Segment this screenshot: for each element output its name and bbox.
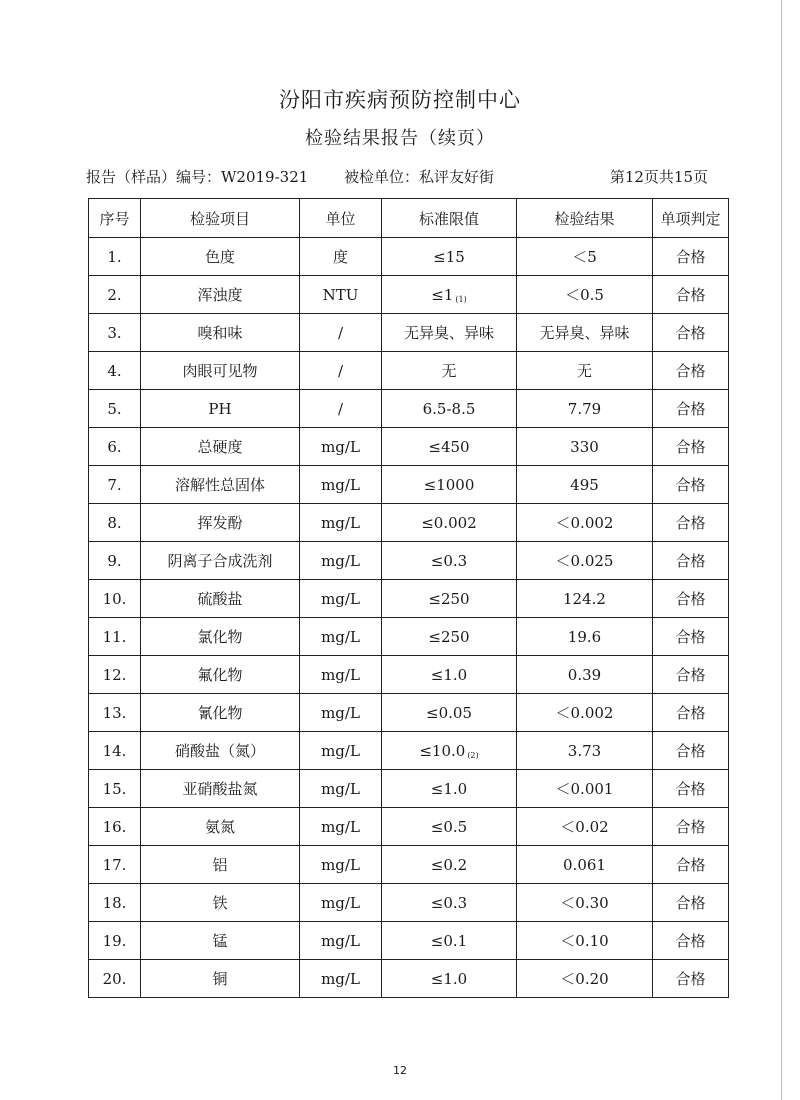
cell-limit-text: 无 [441, 362, 457, 380]
cell-judgment [653, 618, 729, 656]
results-table [88, 198, 729, 998]
cell-unit-text: / [337, 361, 344, 380]
cell-seq [89, 808, 141, 846]
cell-judgment [653, 352, 729, 390]
cell-unit [300, 770, 382, 808]
cell-limit [382, 808, 517, 846]
cell-judgment-text: 合格 [675, 628, 706, 646]
cell-item [141, 770, 300, 808]
cell-result [517, 694, 653, 732]
cell-unit-text: mg/L [321, 513, 360, 532]
cell-unit-text: mg/L [321, 855, 360, 874]
cell-judgment [653, 504, 729, 542]
cell-result [517, 542, 653, 580]
cell-judgment [653, 428, 729, 466]
cell-unit-text: mg/L [321, 703, 360, 722]
cell-unit-text: mg/L [321, 665, 360, 684]
cell-judgment [653, 884, 729, 922]
cell-unit-text: 度 [332, 248, 348, 266]
cell-limit-text: ≤0.3 [430, 551, 468, 570]
cell-result-text: ＜0.001 [555, 780, 614, 798]
cell-result [517, 770, 653, 808]
cell-seq-text: 20. [102, 969, 127, 988]
cell-result-text: 19.6 [567, 627, 602, 646]
cell-result-text: 3.73 [567, 741, 602, 760]
cell-result [517, 238, 653, 276]
cell-item [141, 238, 300, 276]
cell-seq [89, 352, 141, 390]
cell-seq [89, 694, 141, 732]
cell-judgment [653, 580, 729, 618]
cell-limit [382, 960, 517, 998]
cell-item [141, 922, 300, 960]
cell-result [517, 618, 653, 656]
cell-unit-text: mg/L [321, 817, 360, 836]
cell-limit-text: ≤10.0 [419, 741, 466, 760]
cell-result-text: ＜0.02 [560, 818, 609, 836]
cell-seq-text: 18. [102, 893, 127, 912]
header-item: 检验项目 [141, 199, 300, 238]
header-judgment: 单项判定 [653, 199, 729, 238]
inspected-unit: 被检单位：私评友好街 [344, 168, 495, 186]
cell-result [517, 390, 653, 428]
cell-limit [382, 732, 517, 770]
cell-judgment [653, 542, 729, 580]
cell-item-text: 溶解性总固体 [174, 476, 265, 494]
cell-limit-text: ≤250 [428, 589, 470, 608]
cell-judgment-text: 合格 [675, 932, 706, 950]
cell-result [517, 922, 653, 960]
table-row [89, 428, 729, 466]
cell-limit [382, 542, 517, 580]
cell-unit-text: mg/L [321, 437, 360, 456]
cell-seq [89, 922, 141, 960]
cell-judgment [653, 314, 729, 352]
cell-judgment-text: 合格 [675, 666, 706, 684]
cell-seq-text: 12. [102, 665, 127, 684]
footnote-marker: (2) [467, 750, 479, 760]
cell-judgment-text: 合格 [675, 894, 706, 912]
cell-item-text: 氯化物 [197, 628, 243, 646]
cell-item-text: 阴离子合成洗剂 [167, 552, 273, 570]
cell-judgment-text: 合格 [675, 704, 706, 722]
cell-judgment [653, 656, 729, 694]
cell-limit [382, 580, 517, 618]
cell-seq-text: 11. [102, 627, 127, 646]
cell-limit [382, 618, 517, 656]
cell-seq [89, 276, 141, 314]
cell-item [141, 390, 300, 428]
cell-seq-text: 13. [102, 703, 127, 722]
header-seq: 序号 [89, 199, 141, 238]
cell-item-text: 氰化物 [197, 704, 243, 722]
cell-judgment-text: 合格 [675, 438, 706, 456]
cell-judgment [653, 390, 729, 428]
cell-result [517, 276, 653, 314]
cell-unit [300, 580, 382, 618]
cell-item-text: 氟化物 [197, 666, 243, 684]
table-row [89, 884, 729, 922]
cell-result-text: 7.79 [567, 399, 602, 418]
cell-result-text: 0.39 [567, 665, 602, 684]
cell-item-text: 肉眼可见物 [182, 362, 258, 380]
cell-seq-text: 2. [107, 285, 122, 304]
cell-judgment-text: 合格 [675, 590, 706, 608]
cell-unit [300, 504, 382, 542]
cell-limit [382, 466, 517, 504]
cell-result-text: ＜0.025 [555, 552, 614, 570]
cell-limit-text: ≤1 [431, 285, 454, 304]
cell-item-text: 挥发酚 [197, 514, 243, 532]
table-row [89, 390, 729, 428]
cell-item-text: 嗅和味 [197, 324, 243, 342]
cell-item-text: 氨氮 [204, 818, 235, 836]
cell-unit [300, 238, 382, 276]
cell-unit-text: mg/L [321, 779, 360, 798]
cell-unit-text: mg/L [321, 969, 360, 988]
cell-unit [300, 390, 382, 428]
table-row [89, 504, 729, 542]
cell-limit-text: ≤250 [428, 627, 470, 646]
header-unit: 单位 [300, 199, 382, 238]
cell-limit-text: ≤0.002 [421, 513, 477, 532]
cell-result-text: 0.061 [563, 855, 606, 874]
cell-limit-text: ≤1.0 [430, 779, 468, 798]
cell-unit [300, 466, 382, 504]
cell-judgment-text: 合格 [675, 400, 706, 418]
cell-unit [300, 960, 382, 998]
cell-limit-text: ≤1.0 [430, 665, 468, 684]
cell-judgment-text: 合格 [675, 742, 706, 760]
cell-item-text: 色度 [204, 248, 235, 266]
cell-item-text: 锰 [212, 932, 228, 950]
cell-limit-text: ≤0.2 [430, 855, 468, 874]
table-row [89, 808, 729, 846]
cell-limit [382, 922, 517, 960]
cell-unit-text: mg/L [321, 475, 360, 494]
cell-result [517, 656, 653, 694]
cell-item [141, 276, 300, 314]
table-row [89, 770, 729, 808]
table-row [89, 618, 729, 656]
cell-result [517, 732, 653, 770]
cell-limit-text: 无异臭、异味 [403, 324, 494, 342]
cell-unit [300, 618, 382, 656]
cell-limit [382, 428, 517, 466]
cell-judgment [653, 276, 729, 314]
cell-seq [89, 580, 141, 618]
organization-title: 汾阳市疾病预防控制中心 [279, 88, 521, 112]
cell-unit [300, 352, 382, 390]
cell-unit-text: / [337, 399, 344, 418]
cell-limit-text: ≤450 [428, 437, 470, 456]
cell-judgment-text: 合格 [675, 552, 706, 570]
table-row [89, 352, 729, 390]
cell-limit [382, 846, 517, 884]
footnote-marker: (1) [455, 294, 467, 304]
cell-item-text: PH [208, 399, 232, 418]
table-row [89, 694, 729, 732]
cell-result-text: 330 [570, 437, 599, 456]
cell-seq-text: 19. [102, 931, 127, 950]
cell-seq [89, 428, 141, 466]
cell-seq-text: 6. [107, 437, 122, 456]
cell-result-text: 无 [576, 362, 592, 380]
cell-unit-text: mg/L [321, 741, 360, 760]
cell-seq-text: 5. [107, 399, 122, 418]
cell-seq [89, 542, 141, 580]
cell-judgment [653, 694, 729, 732]
cell-unit [300, 314, 382, 352]
cell-item-text: 亚硝酸盐氮 [182, 780, 258, 798]
cell-judgment [653, 846, 729, 884]
table-header-row [89, 199, 729, 238]
cell-judgment [653, 808, 729, 846]
cell-seq [89, 732, 141, 770]
cell-judgment-text: 合格 [675, 818, 706, 836]
cell-limit-text: ≤0.1 [430, 931, 468, 950]
cell-result [517, 580, 653, 618]
cell-seq-text: 4. [107, 361, 122, 380]
header-limit: 标准限值 [382, 199, 517, 238]
cell-seq-text: 14. [102, 741, 127, 760]
cell-item [141, 504, 300, 542]
page-number: 12 [393, 1064, 407, 1077]
table-row [89, 466, 729, 504]
cell-limit [382, 770, 517, 808]
cell-result-text: ＜0.002 [555, 514, 614, 532]
cell-item-text: 硝酸盐（氮） [174, 742, 265, 760]
cell-unit [300, 276, 382, 314]
cell-seq [89, 884, 141, 922]
table-row [89, 238, 729, 276]
cell-item [141, 428, 300, 466]
cell-result-text: ＜5 [572, 248, 597, 266]
cell-unit-text: NTU [322, 285, 359, 304]
cell-unit [300, 428, 382, 466]
cell-unit [300, 694, 382, 732]
cell-limit [382, 884, 517, 922]
cell-item [141, 884, 300, 922]
cell-limit [382, 238, 517, 276]
cell-judgment-text: 合格 [675, 286, 706, 304]
results-body [89, 238, 729, 998]
cell-seq-text: 15. [102, 779, 127, 798]
table-row [89, 960, 729, 998]
cell-judgment-text: 合格 [675, 970, 706, 988]
report-number: 报告（样品）编号：W2019-321 [86, 168, 309, 186]
cell-judgment-text: 合格 [675, 780, 706, 798]
cell-seq-text: 1. [107, 247, 122, 266]
cell-unit-text: mg/L [321, 627, 360, 646]
report-title: 检验结果报告（续页） [305, 128, 495, 149]
cell-item-text: 铜 [212, 970, 228, 988]
cell-unit-text: mg/L [321, 893, 360, 912]
cell-result-text: 495 [570, 475, 599, 494]
cell-seq-text: 10. [102, 589, 127, 608]
cell-judgment-text: 合格 [675, 476, 706, 494]
cell-limit-text: ≤1000 [423, 475, 475, 494]
page-info: 第12页共15页 [609, 168, 708, 186]
cell-item [141, 542, 300, 580]
cell-unit-text: / [337, 323, 344, 342]
cell-seq-text: 16. [102, 817, 127, 836]
cell-item-text: 总硬度 [197, 438, 243, 456]
table-row [89, 846, 729, 884]
page-edge-line [781, 0, 782, 1100]
cell-item [141, 656, 300, 694]
cell-result-text: ＜0.30 [560, 894, 609, 912]
table-row [89, 922, 729, 960]
cell-item-text: 铝 [212, 856, 228, 874]
cell-result [517, 466, 653, 504]
cell-limit [382, 276, 517, 314]
cell-judgment [653, 922, 729, 960]
table-row [89, 656, 729, 694]
table-row [89, 276, 729, 314]
cell-seq [89, 314, 141, 352]
cell-judgment-text: 合格 [675, 248, 706, 266]
cell-seq [89, 656, 141, 694]
cell-seq-text: 9. [107, 551, 122, 570]
cell-result [517, 808, 653, 846]
cell-limit-text: ≤0.5 [430, 817, 468, 836]
cell-item [141, 580, 300, 618]
cell-limit [382, 314, 517, 352]
cell-result [517, 428, 653, 466]
cell-limit [382, 656, 517, 694]
cell-unit [300, 732, 382, 770]
cell-judgment [653, 238, 729, 276]
cell-seq [89, 960, 141, 998]
cell-unit-text: mg/L [321, 589, 360, 608]
cell-item-text: 硫酸盐 [197, 590, 243, 608]
table-row [89, 542, 729, 580]
cell-item [141, 694, 300, 732]
cell-seq [89, 466, 141, 504]
cell-seq-text: 3. [107, 323, 122, 342]
cell-item [141, 960, 300, 998]
cell-limit-text: 6.5-8.5 [422, 399, 476, 418]
cell-unit [300, 808, 382, 846]
cell-unit [300, 922, 382, 960]
cell-item-text: 浑浊度 [197, 286, 243, 304]
cell-result-text: 124.2 [563, 589, 606, 608]
cell-seq-text: 17. [102, 855, 127, 874]
cell-seq [89, 618, 141, 656]
cell-seq [89, 504, 141, 542]
cell-limit [382, 504, 517, 542]
cell-seq-text: 7. [107, 475, 122, 494]
cell-judgment-text: 合格 [675, 362, 706, 380]
cell-item [141, 352, 300, 390]
cell-judgment [653, 732, 729, 770]
cell-result [517, 960, 653, 998]
cell-limit [382, 352, 517, 390]
cell-seq [89, 770, 141, 808]
cell-result [517, 846, 653, 884]
cell-judgment [653, 466, 729, 504]
cell-result [517, 314, 653, 352]
cell-limit-text: ≤15 [433, 247, 465, 266]
cell-judgment-text: 合格 [675, 324, 706, 342]
cell-item [141, 846, 300, 884]
cell-seq [89, 238, 141, 276]
cell-unit [300, 656, 382, 694]
cell-judgment-text: 合格 [675, 514, 706, 532]
table-row [89, 580, 729, 618]
header-result: 检验结果 [517, 199, 653, 238]
cell-seq-text: 8. [107, 513, 122, 532]
cell-limit-text: ≤0.3 [430, 893, 468, 912]
cell-item [141, 618, 300, 656]
cell-result-text: ＜0.5 [565, 286, 604, 304]
cell-result-text: ＜0.20 [560, 970, 609, 988]
cell-judgment-text: 合格 [675, 856, 706, 874]
report-meta-row [86, 166, 708, 190]
cell-limit [382, 390, 517, 428]
table-row [89, 732, 729, 770]
cell-limit [382, 694, 517, 732]
cell-unit [300, 884, 382, 922]
cell-unit [300, 542, 382, 580]
cell-item [141, 808, 300, 846]
cell-seq [89, 846, 141, 884]
cell-unit [300, 846, 382, 884]
cell-result-text: ＜0.002 [555, 704, 614, 722]
table-row [89, 314, 729, 352]
cell-limit-text: ≤1.0 [430, 969, 468, 988]
cell-result [517, 504, 653, 542]
cell-item [141, 314, 300, 352]
cell-unit-text: mg/L [321, 551, 360, 570]
cell-limit-text: ≤0.05 [426, 703, 472, 722]
cell-item [141, 732, 300, 770]
cell-result-text: 无异臭、异味 [539, 324, 630, 342]
cell-result [517, 884, 653, 922]
cell-seq [89, 390, 141, 428]
cell-judgment [653, 960, 729, 998]
cell-judgment [653, 770, 729, 808]
cell-result-text: ＜0.10 [560, 932, 609, 950]
cell-item-text: 铁 [212, 894, 228, 912]
cell-result [517, 352, 653, 390]
cell-item [141, 466, 300, 504]
cell-unit-text: mg/L [321, 931, 360, 950]
